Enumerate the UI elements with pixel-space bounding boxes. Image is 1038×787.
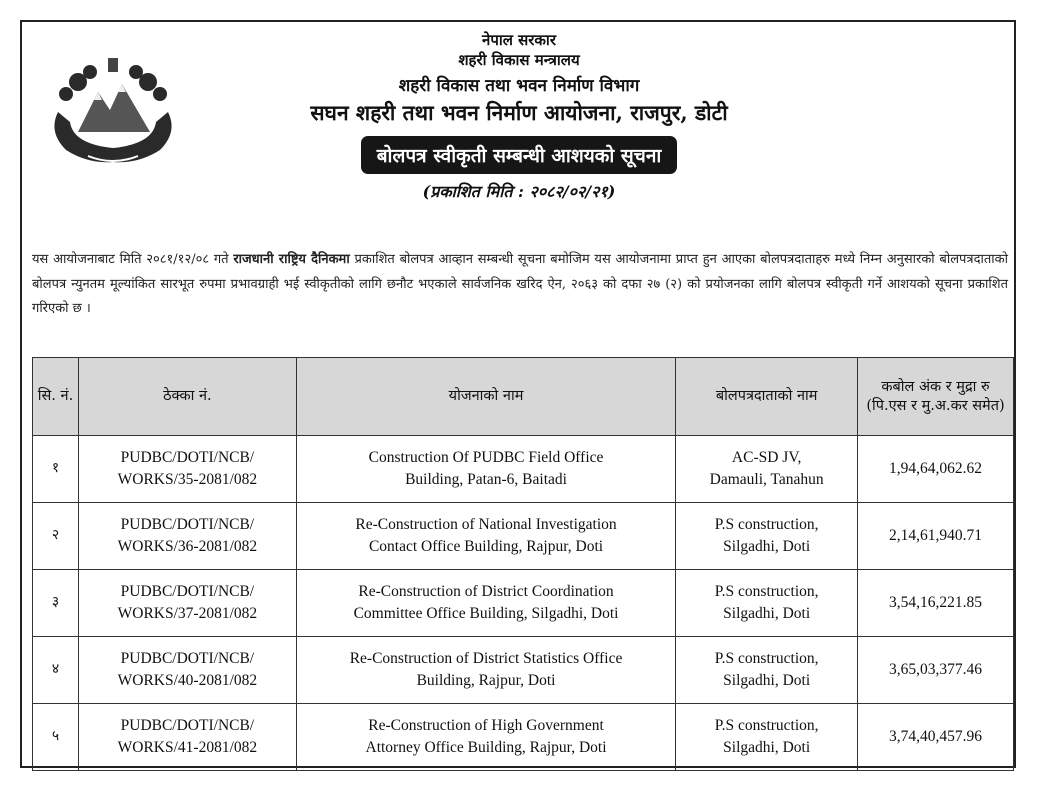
contract-line-2: WORKS/37-2081/082 [117, 605, 258, 622]
row-sn: १ [33, 436, 79, 503]
notice-title-banner: बोलपत्र स्वीकृती सम्बन्धी आशयको सूचना [361, 136, 678, 174]
bidder-line-2: Silgadhi, Doti [723, 672, 811, 689]
project-line-2: Building, Patan-6, Baitadi [405, 471, 567, 488]
row-bidder-name [676, 704, 858, 771]
ministry-name: शहरी विकास मन्त्रालय [458, 51, 580, 70]
table-row [33, 503, 1014, 570]
bidder-line-1: AC-SD JV, [731, 449, 802, 467]
row-contract-no [78, 503, 296, 570]
project-line-1: Re-Construction of High Government [368, 717, 604, 735]
row-project-name [296, 704, 675, 771]
project-line-2: Contact Office Building, Rajpur, Doti [368, 538, 604, 555]
row-project-name [296, 436, 675, 503]
row-bid-amount: 3,74,40,457.96 [858, 704, 1014, 771]
row-bidder-name [676, 570, 858, 637]
bidder-line-2: Silgadhi, Doti [723, 605, 811, 622]
project-line-2: Committee Office Building, Silgadhi, Doti [353, 605, 619, 622]
government-name: नेपाल सरकार [482, 31, 556, 49]
row-bid-amount: 3,54,16,221.85 [858, 570, 1014, 637]
bidder-line-2: Silgadhi, Doti [723, 739, 811, 756]
header-project-name: योजनाको नाम [296, 358, 675, 436]
row-bidder-name [676, 637, 858, 704]
row-project-name [296, 503, 675, 570]
table-header-row [33, 358, 1014, 436]
row-bid-amount: 3,65,03,377.46 [858, 637, 1014, 704]
row-contract-no [78, 570, 296, 637]
header-contract-no: ठेक्का नं. [78, 358, 296, 436]
table-row [33, 637, 1014, 704]
project-line-1: Re-Construction of National Investigation [355, 516, 617, 534]
department-name: शहरी विकास तथा भवन निर्माण विभाग [398, 75, 640, 96]
contract-line-1: PUDBC/DOTI/NCB/ [120, 449, 255, 467]
table-row [33, 436, 1014, 503]
contract-line-2: WORKS/35-2081/082 [117, 471, 258, 488]
table-row [33, 704, 1014, 771]
row-bidder-name [676, 436, 858, 503]
table-row [33, 570, 1014, 637]
project-office-name: सघन शहरी तथा भवन निर्माण आयोजना, राजपुर, डोटी [310, 100, 728, 126]
project-line-1: Construction Of PUDBC Field Office [368, 449, 604, 467]
row-bid-amount: 1,94,64,062.62 [858, 436, 1014, 503]
contract-line-2: WORKS/40-2081/082 [117, 672, 258, 689]
project-line-1: Re-Construction of District Coordination [358, 583, 614, 601]
paragraph-text-2: प्रकाशित बोलपत्र आव्हान सम्बन्धी सूचना बमोजिम यस आयोजनामा प्राप्त हुन आएका बोलपत्रदाताहरु मध्ये निम्न अनुसारको बोलपत्रदाताको बोलपत्र न्युनतम मूल्यांकित सारभूत रुपमा प्रभावग्राही भई स्वीकृतीको लागि छनौट भएकाले सार्वजनिक खरिद ऐन, २०६३ को दफा २७ (२) को प्रयोजनका लागि बोलपत्र स्वीकृती गर्ने आशयको सूचना प्रकाशित गरिएको छ । [32, 252, 1008, 316]
paragraph-text-1: यस आयोजनाबाट मिति २०८१/१२/०८ गते [32, 252, 234, 267]
row-sn: ५ [33, 704, 79, 771]
project-line-1: Re-Construction of District Statistics Office [349, 650, 623, 668]
contract-line-2: WORKS/36-2081/082 [117, 538, 258, 555]
row-sn: ३ [33, 570, 79, 637]
bidder-line-1: P.S construction, [714, 516, 819, 534]
row-project-name [296, 570, 675, 637]
row-contract-no [78, 436, 296, 503]
bidder-line-2: Silgadhi, Doti [723, 538, 811, 555]
project-line-2: Attorney Office Building, Rajpur, Doti [365, 739, 607, 756]
publication-date: (प्रकाशित मिति : २०८२/०२/२१) [422, 181, 616, 201]
header-sn: सि. नं. [33, 358, 79, 436]
paragraph-newspaper-name: राजधानी राष्ट्रिय दैनिकमा [233, 252, 350, 267]
row-sn: ४ [33, 637, 79, 704]
header-bid-amount: कबोल अंक र मुद्रा रु (पि.एस र मु.अ.कर समेत) [858, 358, 1014, 436]
contract-line-1: PUDBC/DOTI/NCB/ [120, 516, 255, 534]
bidder-line-1: P.S construction, [714, 583, 819, 601]
bidder-line-1: P.S construction, [714, 717, 819, 735]
row-bidder-name [676, 503, 858, 570]
row-sn: २ [33, 503, 79, 570]
contract-line-2: WORKS/41-2081/082 [117, 739, 258, 756]
row-contract-no [78, 704, 296, 771]
notice-header [0, 30, 1038, 202]
row-bid-amount: 2,14,61,940.71 [858, 503, 1014, 570]
project-line-2: Building, Rajpur, Doti [416, 672, 556, 689]
row-project-name [296, 637, 675, 704]
notice-paragraph [32, 248, 1008, 322]
contract-line-1: PUDBC/DOTI/NCB/ [120, 583, 255, 601]
bidder-line-1: P.S construction, [714, 650, 819, 668]
bidder-line-2: Damauli, Tanahun [709, 471, 824, 488]
contract-line-1: PUDBC/DOTI/NCB/ [120, 650, 255, 668]
bid-acceptance-table [32, 357, 1014, 771]
row-contract-no [78, 637, 296, 704]
header-bidder-name: बोलपत्रदाताको नाम [676, 358, 858, 436]
contract-line-1: PUDBC/DOTI/NCB/ [120, 717, 255, 735]
